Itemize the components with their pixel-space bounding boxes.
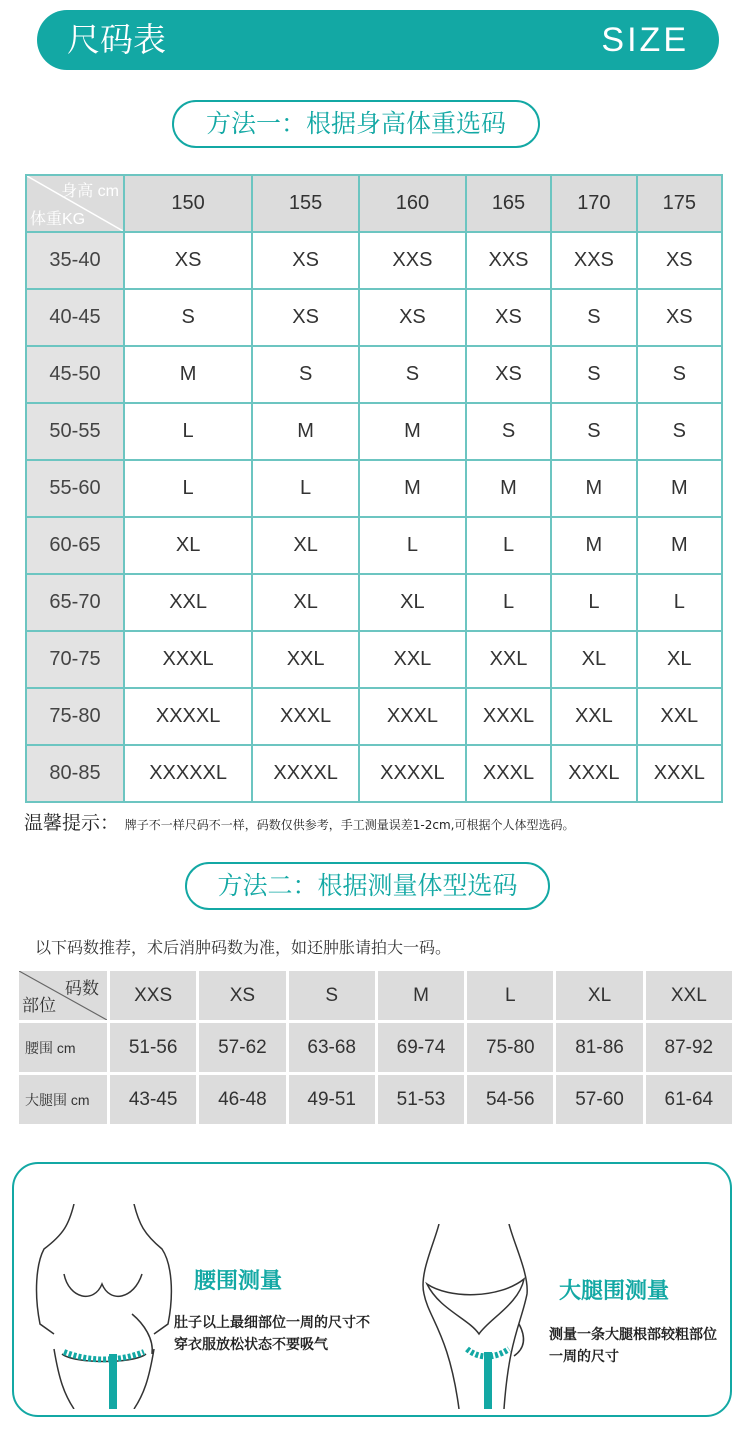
- size-cell: S: [551, 289, 636, 346]
- table-cell: 51-53: [378, 1075, 464, 1124]
- table-row: [26, 403, 722, 460]
- table-cell: 54-56: [467, 1075, 553, 1124]
- table-cell: 81-86: [556, 1023, 642, 1072]
- weight-label: 50-55: [26, 403, 124, 460]
- size-cell: L: [466, 574, 551, 631]
- size-cell: XXL: [551, 688, 636, 745]
- size-header: XS: [199, 971, 285, 1020]
- corner-weight-label: 体重KG: [30, 211, 86, 228]
- tip-note: [24, 808, 574, 835]
- size-cell: M: [466, 460, 551, 517]
- table-row: [26, 232, 722, 289]
- size-cell: XL: [252, 517, 359, 574]
- size-cell: M: [551, 460, 636, 517]
- size-cell: XS: [252, 232, 359, 289]
- tip-prefix: 温馨提示：: [24, 812, 120, 834]
- size-cell: L: [124, 403, 252, 460]
- size-cell: M: [637, 460, 722, 517]
- size-cell: XL: [252, 574, 359, 631]
- size-cell: S: [466, 403, 551, 460]
- table-row: [26, 745, 722, 802]
- size-cell: XXS: [466, 232, 551, 289]
- size-cell: L: [637, 574, 722, 631]
- thigh-figure-illustration: [409, 1224, 549, 1409]
- size-cell: XS: [466, 289, 551, 346]
- weight-label: 55-60: [26, 460, 124, 517]
- row-label: 大腿围 cm: [19, 1075, 107, 1124]
- height-header: 165: [466, 175, 551, 232]
- size-cell: S: [637, 403, 722, 460]
- size-cell: XXS: [359, 232, 466, 289]
- size-cell: XL: [359, 574, 466, 631]
- size-cell: S: [637, 346, 722, 403]
- size-cell: M: [124, 346, 252, 403]
- size-cell: XS: [124, 232, 252, 289]
- table-header-row: [26, 175, 722, 232]
- weight-label: 80-85: [26, 745, 124, 802]
- size-cell: S: [252, 346, 359, 403]
- table-row: [19, 1023, 732, 1072]
- row-label: 腰围 cm: [19, 1023, 107, 1072]
- corner-height-label: 身高 cm: [61, 183, 119, 200]
- size-cell: L: [359, 517, 466, 574]
- size-cell: XXXL: [252, 688, 359, 745]
- table-row: [26, 460, 722, 517]
- size-cell: XXL: [359, 631, 466, 688]
- table-cell: 87-92: [646, 1023, 732, 1072]
- size-cell: XXXL: [124, 631, 252, 688]
- size-cell: M: [359, 460, 466, 517]
- size-cell: XS: [359, 289, 466, 346]
- height-header: 155: [252, 175, 359, 232]
- table-corner-cell: [19, 971, 107, 1020]
- size-cell: M: [359, 403, 466, 460]
- table-header-row: [19, 971, 732, 1020]
- table-cell: 57-60: [556, 1075, 642, 1124]
- size-cell: XS: [637, 289, 722, 346]
- size-cell: S: [359, 346, 466, 403]
- table-cell: 49-51: [289, 1075, 375, 1124]
- size-cell: XS: [466, 346, 551, 403]
- table-row: [19, 1075, 732, 1124]
- table-cell: 63-68: [289, 1023, 375, 1072]
- table-row: [26, 688, 722, 745]
- weight-label: 45-50: [26, 346, 124, 403]
- thigh-measure-title: 大腿围测量: [559, 1279, 670, 1304]
- size-cell: XS: [252, 289, 359, 346]
- size-cell: M: [252, 403, 359, 460]
- size-cell: L: [252, 460, 359, 517]
- table-row: [26, 631, 722, 688]
- table-cell: 75-80: [467, 1023, 553, 1072]
- height-header: 160: [359, 175, 466, 232]
- size-cell: M: [551, 517, 636, 574]
- size-header: XL: [556, 971, 642, 1020]
- size-cell: XL: [124, 517, 252, 574]
- size-cell: XXXXL: [252, 745, 359, 802]
- waist-measure-desc: 肚子以上最细部位一周的尺寸不穿衣服放松状态不要吸气: [174, 1315, 370, 1353]
- method1-title: 方法一：根据身高体重选码: [172, 100, 540, 148]
- size-cell: XXXXL: [359, 745, 466, 802]
- size-cell: XXXXL: [124, 688, 252, 745]
- thigh-measure-desc: 测量一条大腿根部较粗部位一周的尺寸: [549, 1327, 717, 1365]
- method2-title: 方法二：根据测量体型选码: [185, 862, 550, 910]
- size-cell: XXL: [252, 631, 359, 688]
- table-cell: 69-74: [378, 1023, 464, 1072]
- weight-label: 35-40: [26, 232, 124, 289]
- size-cell: XXL: [466, 631, 551, 688]
- weight-label: 70-75: [26, 631, 124, 688]
- table-corner-cell: [26, 175, 124, 232]
- page-title: 尺码表: [67, 20, 166, 59]
- weight-label: 65-70: [26, 574, 124, 631]
- size-cell: S: [551, 346, 636, 403]
- table-cell: 51-56: [110, 1023, 196, 1072]
- measurement-guide: [12, 1162, 732, 1417]
- weight-label: 75-80: [26, 688, 124, 745]
- size-header: M: [378, 971, 464, 1020]
- tip-text: 牌子不一样尺码不一样，码数仅供参考，手工测量误差1-2cm,可根据个人体型选码。: [124, 818, 575, 832]
- size-header: XXS: [110, 971, 196, 1020]
- method2-subtitle: 以下码数推荐，术后消肿码数为准，如还肿胀请拍大一码。: [35, 938, 452, 957]
- height-header: 150: [124, 175, 252, 232]
- table-cell: 43-45: [110, 1075, 196, 1124]
- size-cell: XXXXXL: [124, 745, 252, 802]
- table-cell: 57-62: [199, 1023, 285, 1072]
- height-weight-size-table: [25, 174, 723, 803]
- size-cell: L: [551, 574, 636, 631]
- size-cell: XXXL: [466, 688, 551, 745]
- size-cell: M: [637, 517, 722, 574]
- table-row: [26, 289, 722, 346]
- size-cell: XXL: [124, 574, 252, 631]
- corner-part-label: 部位: [22, 996, 56, 1015]
- table-row: [26, 574, 722, 631]
- table-cell: 61-64: [646, 1075, 732, 1124]
- size-cell: L: [124, 460, 252, 517]
- table-row: [26, 517, 722, 574]
- size-cell: XS: [637, 232, 722, 289]
- table-body: [26, 232, 722, 802]
- size-cell: XXL: [637, 688, 722, 745]
- waist-figure-illustration: [34, 1204, 174, 1409]
- size-cell: XXXL: [551, 745, 636, 802]
- height-header: 175: [637, 175, 722, 232]
- size-cell: XL: [551, 631, 636, 688]
- size-cell: XL: [637, 631, 722, 688]
- corner-size-label: 码数: [65, 979, 99, 998]
- size-label: SIZE: [601, 21, 689, 59]
- header-bar: [37, 10, 719, 70]
- size-cell: XXXL: [637, 745, 722, 802]
- size-cell: S: [124, 289, 252, 346]
- weight-label: 40-45: [26, 289, 124, 346]
- size-header: XXL: [646, 971, 732, 1020]
- size-cell: XXXL: [466, 745, 551, 802]
- size-cell: S: [551, 403, 636, 460]
- measurement-size-table: [16, 968, 735, 1127]
- size-header: L: [467, 971, 553, 1020]
- size-cell: XXS: [551, 232, 636, 289]
- size-header: S: [289, 971, 375, 1020]
- height-header: 170: [551, 175, 636, 232]
- waist-measure-title: 腰围测量: [194, 1269, 283, 1294]
- weight-label: 60-65: [26, 517, 124, 574]
- size-cell: XXXL: [359, 688, 466, 745]
- table-cell: 46-48: [199, 1075, 285, 1124]
- size-cell: L: [466, 517, 551, 574]
- table-row: [26, 346, 722, 403]
